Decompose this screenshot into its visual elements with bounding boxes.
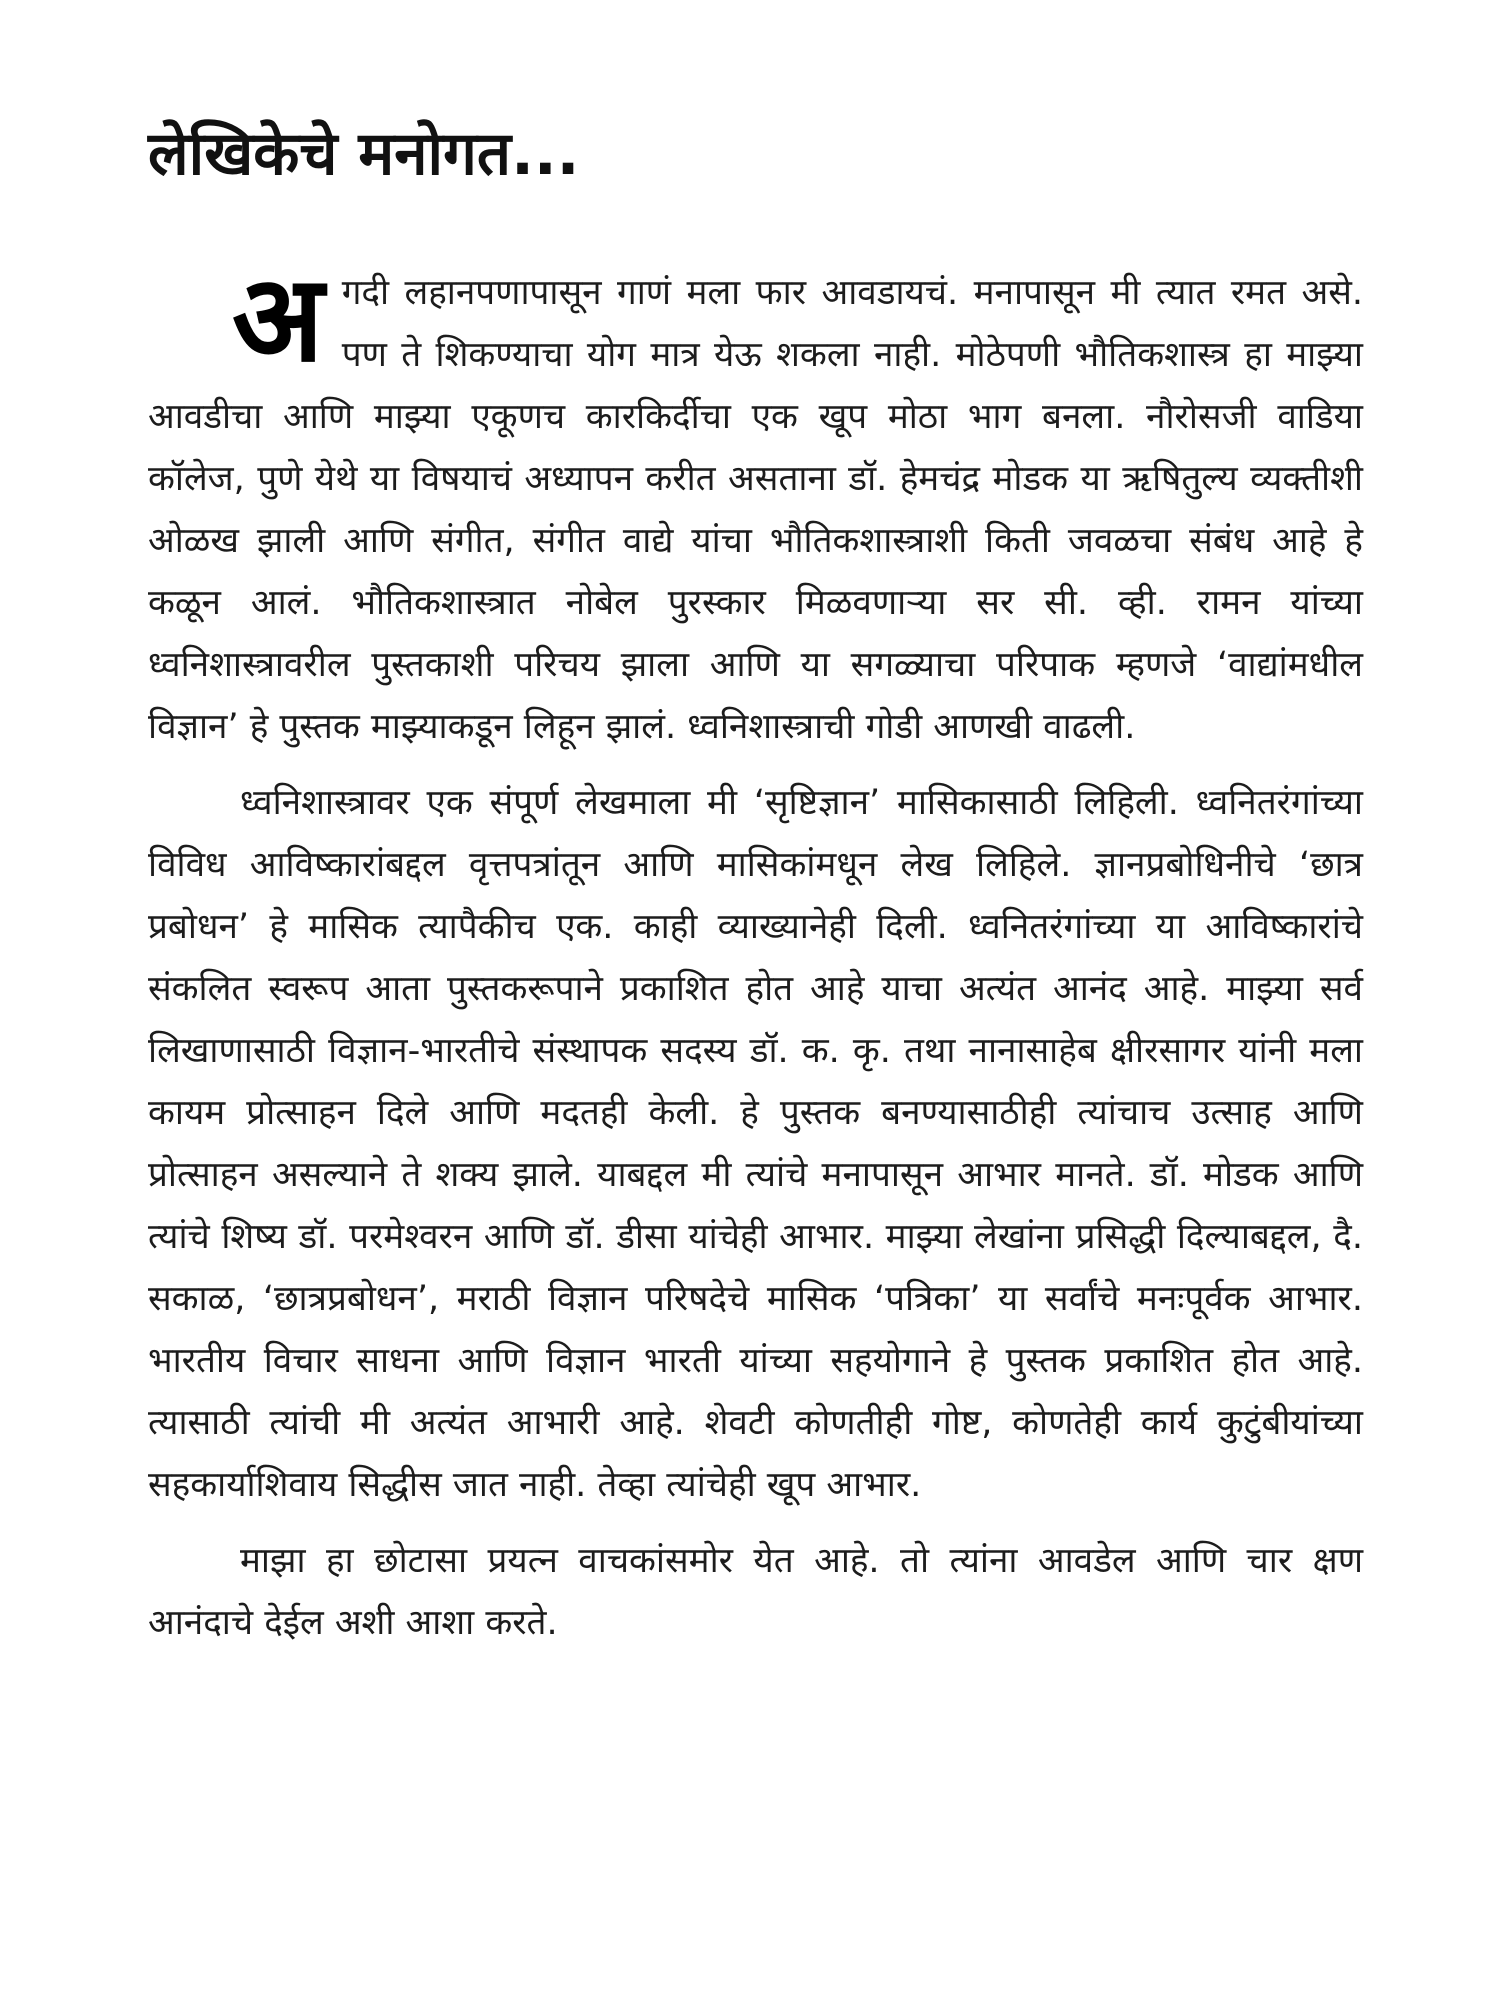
drop-cap: अ xyxy=(232,250,324,389)
paragraph-1-text: गदी लहानपणापासून गाणं मला फार आवडायचं. मनापासून मी त्यात रमत असे. पण ते शिकण्याचा योग मात्र येऊ शकला नाही. मोठेपणी भौतिकशास्त्र हा माझ्या आवडीचा आणि माझ्या एकूणच कारकिर्दीचा एक खूप मोठा भाग बनला. नौरोसजी वाडिया कॉलेज, पुणे येथे या विषयाचं अध्यापन करीत असताना डॉ. हेमचंद्र मोडक या ऋषितुल्य व्यक्तीशी ओळख झाली आणि संगीत, संगीत वाद्ये यांचा भौतिकशास्त्राशी किती जवळचा संबंध आहे हे कळून आलं. भौतिकशास्त्रात नोबेल पुरस्कार मिळवणाऱ्या सर सी. व्ही. रामन यांच्या ध्वनिशास्त्रावरील पुस्तकाशी परिचय झाला आणि या सगळ्याचा परिपाक म्हणजे ‘वाद्यांमधील विज्ञान’ हे पुस्तक माझ्याकडून लिहून झालं. ध्वनिशास्त्राची गोडी आणखी वाढली. xyxy=(148,273,1363,747)
body-text xyxy=(148,250,1363,1654)
page-title: लेखिकेचे मनोगत... xyxy=(148,119,580,189)
paragraph-1 xyxy=(148,250,1363,758)
paragraph-3: माझा हा छोटासा प्रयत्न वाचकांसमोर येत आहे. तो त्यांना आवडेल आणि चार क्षण आनंदाचे देईल अशी आशा करते. xyxy=(148,1541,1363,1643)
paragraph-2: ध्वनिशास्त्रावर एक संपूर्ण लेखमाला मी ‘सृष्टिज्ञान’ मासिकासाठी लिहिली. ध्वनितरंगांच्या विविध आविष्कारांबद्दल वृत्तपत्रांतून आणि मासिकांमधून लेख लिहिले. ज्ञानप्रबोधिनीचे ‘छात्र प्रबोधन’ हे मासिक त्यापैकीच एक. काही व्याख्यानेही दिली. ध्वनितरंगांच्या या आविष्कारांचे संकलित स्वरूप आता पुस्तकरूपाने प्रकाशित होत आहे याचा अत्यंत आनंद आहे. माझ्या सर्व लिखाणासाठी विज्ञान-भारतीचे संस्थापक सदस्य डॉ. क. कृ. तथा नानासाहेब क्षीरसागर यांनी मला कायम प्रोत्साहन दिले आणि मदतही केली. हे पुस्तक बनण्यासाठीही त्यांचाच उत्साह आणि प्रोत्साहन असल्याने ते शक्य झाले. याबद्दल मी त्यांचे मनापासून आभार मानते. डॉ. मोडक आणि त्यांचे शिष्य डॉ. परमेश्वरन आणि डॉ. डीसा यांचेही आभार. माझ्या लेखांना प्रसिद्धी दिल्याबद्दल, दै. सकाळ, ‘छात्रप्रबोधन’, मराठी विज्ञान परिषदेचे मासिक ‘पत्रिका’ या सर्वांचे मनःपूर्वक आभार. भारतीय विचार साधना आणि विज्ञान भारती यांच्या सहयोगाने हे पुस्तक प्रकाशित होत आहे. त्यासाठी त्यांची मी अत्यंत आभारी आहे. शेवटी कोणतीही गोष्ट, कोणतेही कार्य कुटुंबीयांच्या सहकार्याशिवाय सिद्धीस जात नाही. तेव्हा त्यांचेही खूप आभार. xyxy=(148,783,1363,1505)
